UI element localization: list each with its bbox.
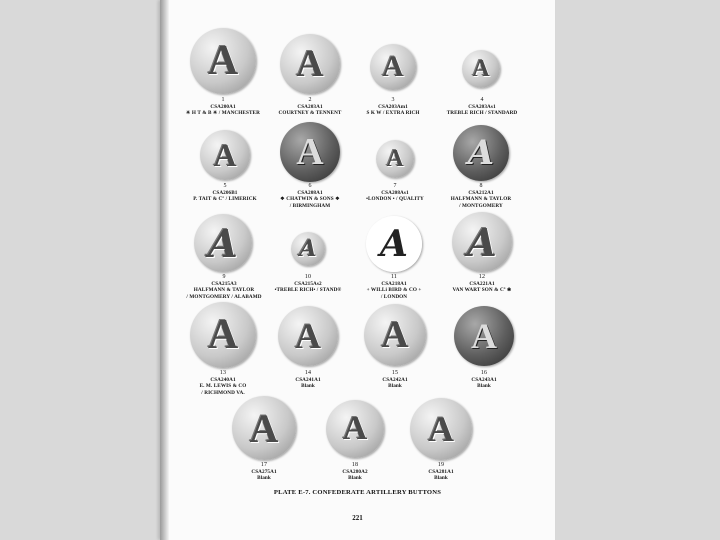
caption-code: CSA240A1 bbox=[210, 376, 236, 383]
caption-maker: •LONDON • / QUALITY bbox=[366, 196, 424, 203]
caption-maker: + WILLi BIRD & CO + bbox=[366, 287, 422, 294]
book-page bbox=[160, 0, 555, 540]
coin-glyph: A bbox=[382, 50, 404, 83]
button-coin-5 bbox=[200, 130, 250, 180]
coin-glyph: A bbox=[295, 316, 321, 356]
button-coin-4 bbox=[462, 50, 500, 88]
plate-title: PLATE E-7. CONFEDERATE ARTILLERY BUTTONS bbox=[273, 489, 442, 496]
caption-code: CSA215As2 bbox=[294, 280, 322, 287]
caption-18 bbox=[315, 462, 395, 482]
caption-maker: P. TAIT & Cº / LIMERICK bbox=[193, 196, 257, 203]
button-coin-18 bbox=[326, 400, 384, 458]
button-coin-2 bbox=[280, 34, 340, 94]
button-coin-7 bbox=[376, 140, 414, 178]
caption-number: 14 bbox=[304, 370, 312, 376]
caption-code: CSA281A1 bbox=[428, 468, 454, 475]
caption-number: 2 bbox=[308, 97, 312, 103]
caption-number: 17 bbox=[260, 462, 268, 468]
button-coin-9 bbox=[194, 214, 252, 272]
caption-code: CSA203Am1 bbox=[378, 103, 408, 110]
caption-17 bbox=[224, 462, 304, 482]
caption-number: 7 bbox=[393, 183, 397, 189]
button-coin-13 bbox=[190, 302, 256, 368]
caption-number: 18 bbox=[351, 462, 359, 468]
caption-3 bbox=[350, 97, 436, 117]
caption-maker: Blank bbox=[434, 475, 448, 482]
coin-glyph: A bbox=[207, 38, 239, 84]
caption-code: CSA275A1 bbox=[251, 468, 277, 475]
caption-number: 6 bbox=[308, 183, 312, 189]
button-coin-6 bbox=[280, 122, 340, 182]
button-coin-8 bbox=[453, 125, 509, 181]
caption-code: CSA208As1 bbox=[381, 189, 409, 196]
caption-number: 3 bbox=[391, 97, 395, 103]
coin-glyph: A bbox=[467, 219, 497, 265]
button-coin-16 bbox=[454, 306, 514, 366]
coin-glyph: A bbox=[296, 43, 324, 85]
page-number: 221 bbox=[352, 514, 363, 522]
coin-glyph: A bbox=[342, 410, 368, 447]
caption-15 bbox=[355, 370, 435, 390]
caption-14 bbox=[268, 370, 348, 390]
caption-code: CSA218A1 bbox=[381, 280, 407, 287]
caption-code: CSA206B1 bbox=[212, 189, 238, 196]
caption-code: CSA215A3 bbox=[211, 280, 237, 287]
caption-maker: ❖ CHATWIN & SONS ❖ bbox=[280, 196, 340, 203]
caption-code: CSA212A1 bbox=[468, 189, 494, 196]
caption-maker: Blank bbox=[348, 475, 362, 482]
caption-11 bbox=[348, 274, 440, 300]
caption-number: 15 bbox=[391, 370, 399, 376]
coin-glyph: A bbox=[249, 405, 279, 451]
coin-glyph: A bbox=[428, 409, 454, 449]
caption-number: 8 bbox=[479, 183, 483, 189]
caption-maker: E. M. LEWIS & CO bbox=[199, 383, 247, 390]
caption-7 bbox=[350, 183, 440, 203]
button-coin-19 bbox=[410, 398, 472, 460]
caption-maker: HALFMANN & TAYLOR bbox=[450, 196, 512, 203]
caption-number: 13 bbox=[219, 370, 227, 376]
caption-maker-line2: / LONDON bbox=[380, 293, 408, 300]
coin-glyph: A bbox=[471, 316, 497, 356]
button-coin-12 bbox=[452, 212, 512, 272]
caption-maker-line2: / MONTGOMERY / ALABAMD bbox=[186, 293, 262, 300]
caption-19 bbox=[401, 462, 481, 482]
coin-glyph: A bbox=[213, 136, 237, 173]
caption-maker: ✳ H T & B ✳ / MANCHESTER bbox=[186, 110, 260, 117]
caption-maker: HALFMANN & TAYLOR bbox=[193, 287, 255, 294]
button-coin-1 bbox=[190, 28, 256, 94]
caption-number: 11 bbox=[391, 274, 397, 280]
caption-code: CSA221A1 bbox=[469, 280, 495, 287]
caption-13 bbox=[170, 370, 276, 396]
caption-number: 4 bbox=[480, 97, 484, 103]
button-coin-15 bbox=[364, 304, 426, 366]
caption-maker: Blank bbox=[388, 383, 402, 390]
caption-code: CSA200A1 bbox=[210, 103, 236, 110]
page-gutter bbox=[160, 0, 169, 540]
caption-code: CSA203A1 bbox=[297, 103, 323, 110]
caption-maker-line2: / RICHMOND VA. bbox=[201, 389, 245, 396]
coin-glyph: A bbox=[386, 145, 404, 172]
caption-16 bbox=[444, 370, 524, 390]
coin-glyph: A bbox=[380, 223, 408, 265]
button-coin-14 bbox=[278, 306, 338, 366]
coin-glyph: A bbox=[299, 236, 317, 262]
caption-maker: VAN WART SON & Cº ❀ bbox=[452, 287, 512, 294]
button-coin-17 bbox=[232, 396, 296, 460]
caption-maker: •TREBLE RICH• / STAND® bbox=[274, 287, 342, 294]
caption-code: CSA243A1 bbox=[471, 376, 497, 383]
caption-8 bbox=[432, 183, 530, 209]
caption-code: CSA280A2 bbox=[342, 468, 368, 475]
caption-maker: Blank bbox=[257, 475, 271, 482]
caption-6 bbox=[260, 183, 360, 209]
caption-code: CSA203As1 bbox=[468, 103, 496, 110]
coin-glyph: A bbox=[296, 131, 324, 173]
caption-number: 19 bbox=[437, 462, 445, 468]
button-coin-3 bbox=[370, 44, 416, 90]
caption-number: 5 bbox=[223, 183, 227, 189]
caption-maker-line2: / MONTGOMERY bbox=[459, 202, 503, 209]
coin-glyph: A bbox=[207, 312, 239, 358]
caption-code: CSA241A1 bbox=[295, 376, 321, 383]
caption-maker: Blank bbox=[301, 383, 315, 390]
caption-10 bbox=[260, 274, 356, 294]
caption-maker: TREBLE RICH / STANDARD bbox=[446, 110, 518, 117]
caption-maker: S K W / EXTRA RICH bbox=[366, 110, 420, 117]
coin-glyph: A bbox=[381, 314, 409, 356]
caption-number: 10 bbox=[304, 274, 312, 280]
coin-glyph: A bbox=[472, 55, 490, 82]
coin-glyph: A bbox=[467, 133, 495, 173]
caption-maker: COURTNEY & TENNENT bbox=[278, 110, 342, 117]
caption-number: 12 bbox=[478, 274, 486, 280]
caption-number: 1 bbox=[221, 97, 225, 103]
caption-4 bbox=[436, 97, 528, 117]
coin-glyph: A bbox=[208, 220, 238, 266]
button-coin-11 bbox=[366, 216, 422, 272]
caption-maker: Blank bbox=[477, 383, 491, 390]
caption-12 bbox=[432, 274, 532, 294]
caption-maker-line2: / BIRMINGHAM bbox=[289, 202, 331, 209]
caption-code: CSA242A1 bbox=[382, 376, 408, 383]
button-coin-10 bbox=[291, 232, 325, 266]
caption-code: CSA208A1 bbox=[297, 189, 323, 196]
caption-2 bbox=[260, 97, 360, 117]
caption-number: 16 bbox=[480, 370, 488, 376]
caption-number: 9 bbox=[222, 274, 226, 280]
